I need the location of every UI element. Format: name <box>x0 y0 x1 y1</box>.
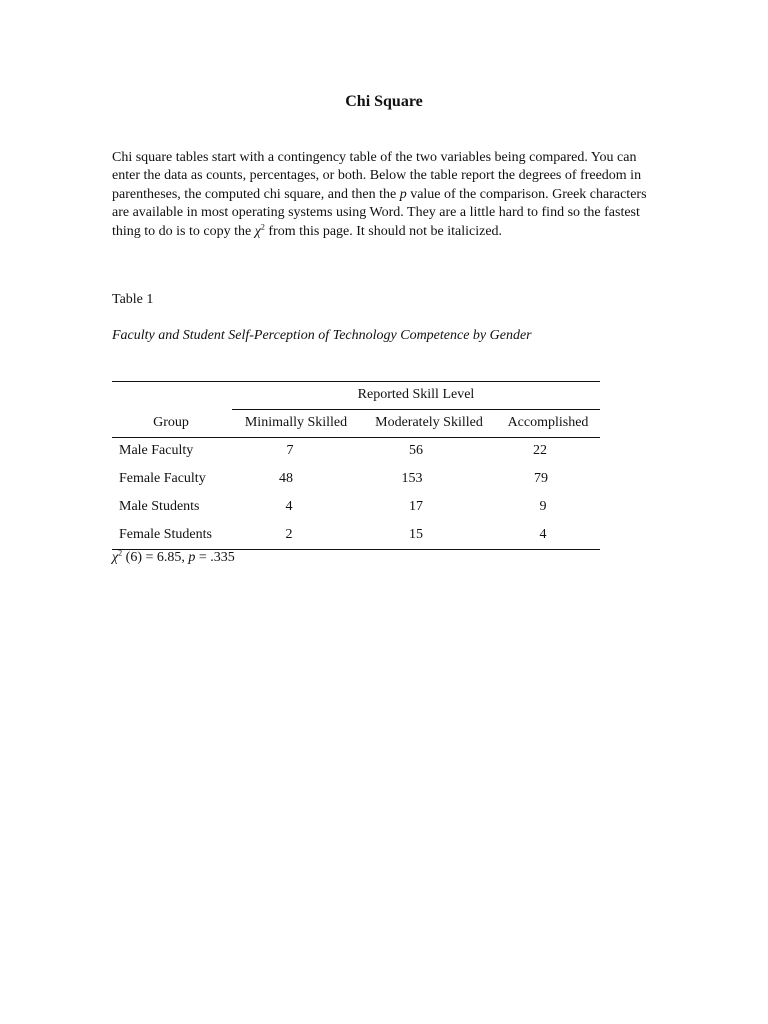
intro-text-1: Chi square tables start with a contingency table of the two variables being compared. You can enter the data as counts, percentages, or both. Below the table report the degrees of freedom in parentheses, the computed chi square, and then the <box>112 150 642 202</box>
intro-text-2: value of the comparison. Greek characters are available in most operating systems using Word. They are a little hard to find so the fastest thing to do is to copy the <box>112 186 647 239</box>
intro-text-3: from this page. It should not be italicized. <box>264 223 503 239</box>
table-cell: 79 <box>534 471 548 486</box>
table-label: Table 1 <box>112 292 154 307</box>
p-value: = .335 <box>195 550 235 565</box>
page-title: Chi Square <box>345 93 423 110</box>
chi-superscript: 2 <box>260 221 265 231</box>
table-cell: 2 <box>285 527 293 542</box>
table-cell: 4 <box>285 499 293 514</box>
table-cell: 7 <box>286 443 294 458</box>
p-symbol: p <box>188 550 196 565</box>
spanner-rule <box>232 409 600 410</box>
table-top-rule <box>112 381 600 382</box>
row-label: Female Faculty <box>119 471 206 486</box>
table-cell: 17 <box>409 499 423 514</box>
chi-superscript: 2 <box>118 548 123 558</box>
table-cell: 56 <box>409 443 423 458</box>
col-header-accomplished: Accomplished <box>507 415 589 430</box>
chi-symbol: χ <box>112 550 119 565</box>
table-cell: 4 <box>539 527 547 542</box>
row-label: Female Students <box>119 527 212 542</box>
header-rule <box>112 437 600 438</box>
col-header-moderately-skilled: Moderately Skilled <box>375 415 483 430</box>
table-cell: 9 <box>539 499 547 514</box>
table-cell: 48 <box>279 471 293 486</box>
row-label: Male Students <box>119 499 200 514</box>
table-cell: 22 <box>533 443 547 458</box>
group-header: Group <box>153 415 189 430</box>
intro-paragraph <box>112 149 660 241</box>
col-header-minimally-skilled: Minimally Skilled <box>244 415 348 430</box>
table-cell: 153 <box>401 471 423 486</box>
table-cell: 15 <box>409 527 423 542</box>
df-value: (6) = 6.85, <box>122 550 189 565</box>
row-label: Male Faculty <box>119 443 194 458</box>
chi-square-result <box>112 550 235 566</box>
table-caption: Faculty and Student Self-Perception of Technology Competence by Gender <box>112 328 532 343</box>
chi-symbol: χ <box>254 223 261 239</box>
spanner-header: Reported Skill Level <box>357 387 475 402</box>
p-symbol: p <box>399 186 407 202</box>
